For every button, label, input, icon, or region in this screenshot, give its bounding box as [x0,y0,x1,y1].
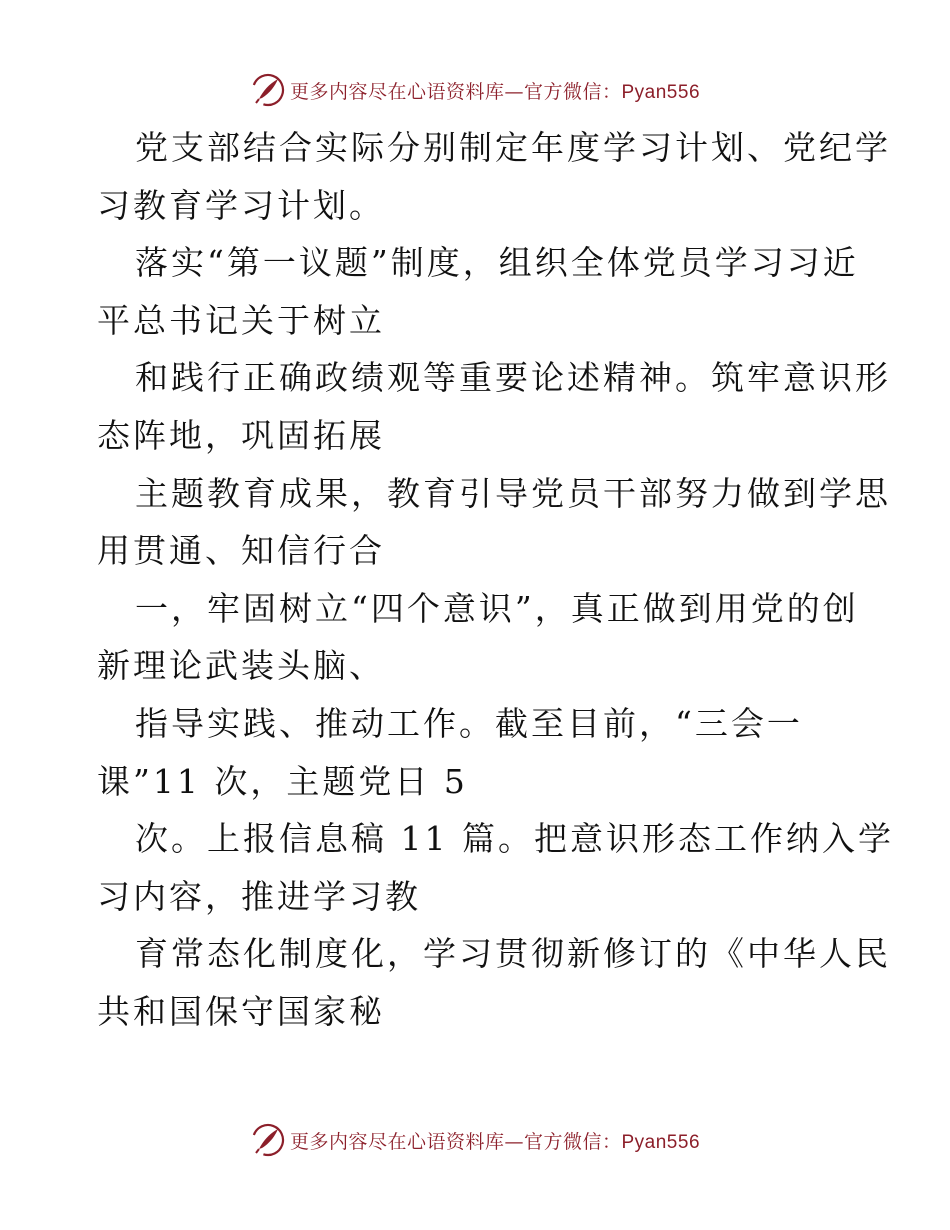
watermark-wechat-id: Pyan556 [621,1131,701,1153]
text-line: 和践行正确政绩观等重要论述精神。筑牢意识形 [135,358,891,398]
pen-feather-logo-icon [250,72,286,108]
text-line: 次。上报信息稿 11 篇。把意识形态工作纳入学 [135,819,894,859]
text-line: 党支部结合实际分别制定年度学习计划、党纪学 [135,128,891,167]
text-line: 指导实践、推动工作。截至目前，“三会一 [135,703,803,743]
text-line: 习教育学习计划。 [97,185,385,225]
text-line: 主题教育成果，教育引导党员干部努力做到学思 [135,473,891,513]
text-line: 习内容，推进学习教 [97,876,421,916]
text-line: 共和国保守国家秘 [97,991,385,1031]
watermark-text: 更多内容尽在心语资料库—官方微信：Pyan556 [289,1130,701,1153]
watermark-text: 更多内容尽在心语资料库—官方微信：Pyan556 [289,80,701,103]
text-line: 平总书记关于树立 [97,300,385,340]
document-body [97,119,894,1041]
footer-watermark [0,1120,950,1160]
text-line: 一，牢固树立“四个意识”，真正做到用党的创 [135,588,859,628]
text-line: 态阵地，巩固拓展 [97,415,385,455]
text-line: 育常态化制度化，学习贯彻新修订的《中华人民 [135,934,891,974]
watermark-wechat-id: Pyan556 [621,81,701,103]
text-line: 课”11 次，主题党日 5 [97,761,468,801]
text-line: 用贯通、知信行合 [97,531,385,571]
pen-feather-logo-icon [250,1122,286,1158]
text-line: 落实“第一议题”制度，组织全体党员学习习近 [135,243,859,283]
header-watermark [0,70,950,110]
text-line: 新理论武装头脑、 [97,646,385,686]
